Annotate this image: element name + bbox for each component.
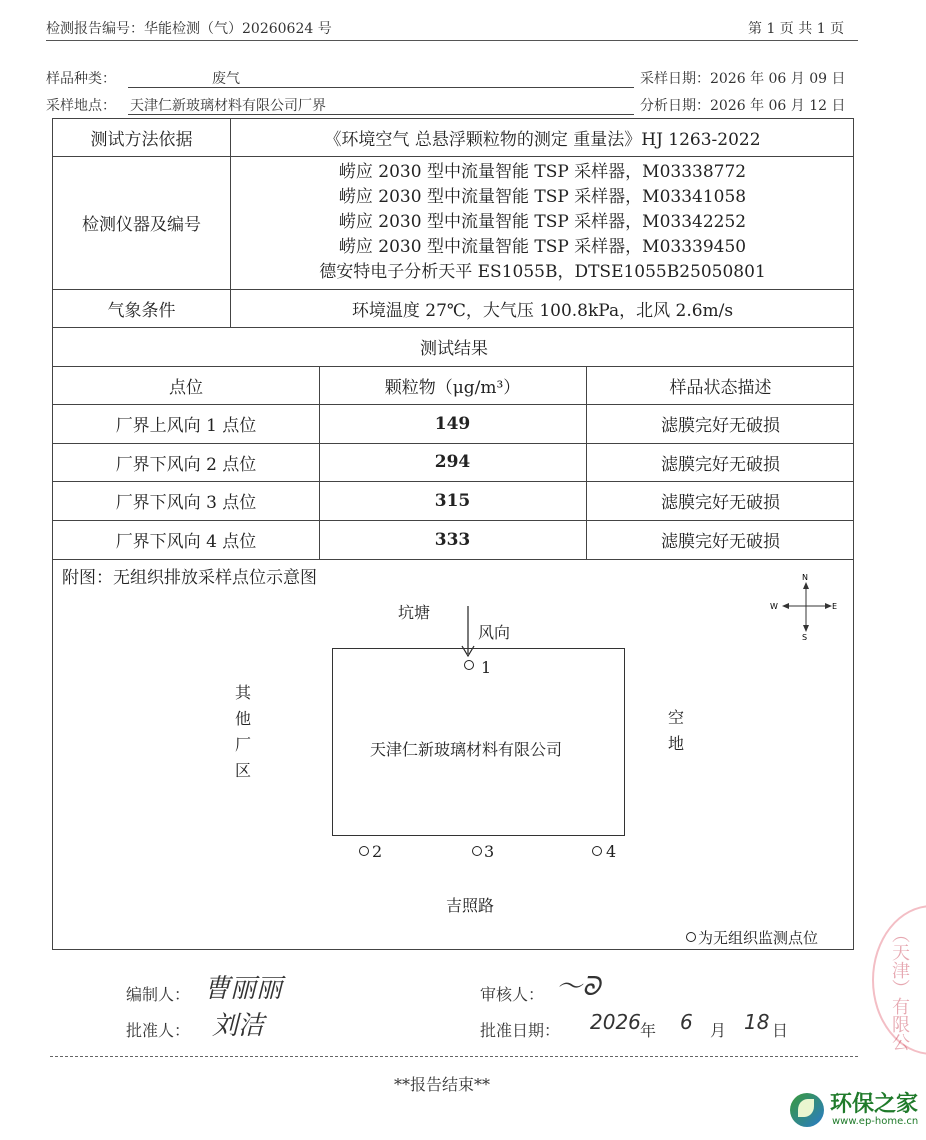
compass-s: S (802, 633, 808, 642)
compass-icon (770, 570, 842, 642)
point-label: 4 (606, 842, 617, 861)
footer-divider (50, 1056, 858, 1057)
method-value: 《环境空气 总悬浮颗粒物的测定 重量法》HJ 1263-2022 (324, 130, 761, 150)
instrument-item: 崂应 2030 型中流量智能 TSP 采样器，M03339450 (338, 237, 747, 257)
compass-n: N (802, 573, 808, 582)
results-title: 测试结果 (420, 339, 488, 359)
sampling-point-icon (472, 846, 482, 856)
east-label-vacant-land: 空地 (667, 708, 684, 753)
table-row-point: 厂界上风向 1 点位 (115, 416, 257, 436)
table-row-value: 315 (434, 490, 471, 511)
legend-point-icon (686, 932, 696, 942)
location-underline (128, 114, 634, 115)
company-name: 天津仁新玻璃材料有限公司 (370, 740, 563, 759)
instrument-list (230, 156, 855, 289)
table-row-value: 149 (434, 413, 471, 434)
north-label-pond: 坑塘 (398, 603, 431, 622)
weather-label: 气象条件 (107, 300, 176, 321)
sampling-date: 采样日期：2026 年 06 月 09 日 (640, 71, 846, 87)
location-value: 天津仁新玻璃材料有限公司厂界 (130, 98, 326, 114)
approve-day: 18 (744, 1010, 770, 1034)
month-unit: 月 (710, 1021, 727, 1040)
instrument-item: 崂应 2030 型中流量智能 TSP 采样器，M03338772 (338, 162, 747, 182)
sampling-point-icon (359, 846, 369, 856)
analysis-date: 分析日期：2026 年 06 月 12 日 (640, 98, 846, 114)
approve-year: 2026 (590, 1010, 641, 1034)
method-label: 测试方法依据 (90, 130, 193, 150)
sample-type-label: 样品种类： (46, 71, 116, 87)
approver-label: 批准人： (126, 1021, 191, 1040)
column-header-status: 样品状态描述 (669, 377, 772, 398)
table-row-status: 滤膜完好无破损 (661, 532, 780, 552)
day-unit: 日 (772, 1021, 789, 1040)
header-divider (46, 40, 858, 41)
weather-value: 环境温度 27℃，大气压 100.8kPa，北风 2.6m/s (351, 300, 734, 321)
column-header-particulate: 颗粒物（μg/m³） (384, 377, 521, 398)
table-row-status: 滤膜完好无破损 (661, 416, 780, 436)
sampling-point-icon (464, 660, 474, 670)
instrument-item: 德安特电子分析天平 ES1055B，DTSE1055B25050801 (319, 262, 766, 282)
compass-w: W (770, 602, 778, 611)
wind-direction-label: 风向 (478, 623, 511, 642)
location-label: 采样地点： (46, 98, 116, 114)
table-row-point: 厂界下风向 2 点位 (115, 454, 257, 475)
table-row-point: 厂界下风向 3 点位 (115, 493, 257, 513)
point-label: 2 (372, 842, 383, 861)
watermark-name: 环保之家 (830, 1091, 919, 1117)
south-label-road: 吉照路 (446, 896, 495, 915)
leaf-logo-icon (790, 1093, 824, 1127)
legend-text: 为无组织监测点位 (698, 929, 819, 947)
editor-label: 编制人： (126, 985, 191, 1004)
approver-signature: 刘洁 (212, 1011, 265, 1041)
column-header-point: 点位 (169, 377, 203, 398)
reviewer-label: 审核人： (480, 985, 545, 1004)
point-label: 3 (484, 842, 495, 861)
table-row-point: 厂界下风向 4 点位 (115, 532, 257, 552)
approve-date-label: 批准日期： (480, 1021, 561, 1040)
year-unit: 年 (640, 1021, 657, 1040)
point-label: 1 (481, 658, 492, 677)
west-label-other-factory: 其他厂区 (234, 683, 251, 780)
instrument-item: 崂应 2030 型中流量智能 TSP 采样器，M03342252 (338, 212, 747, 232)
report-end: **报告结束** (394, 1075, 491, 1094)
compass-e: E (832, 602, 838, 611)
instrument-item: 崂应 2030 型中流量智能 TSP 采样器，M03341058 (338, 187, 747, 207)
editor-signature: 曹丽丽 (204, 974, 283, 1004)
table-row-status: 滤膜完好无破损 (661, 454, 780, 475)
table-row-status: 滤膜完好无破损 (661, 493, 780, 513)
sampling-point-icon (592, 846, 602, 856)
reviewer-signature: ～ᘐ (556, 972, 601, 1002)
diagram-title: 附图：无组织排放采样点位示意图 (62, 568, 317, 588)
sample-type-underline (128, 87, 634, 88)
sample-type-value: 废气 (212, 71, 240, 87)
table-row-value: 294 (434, 452, 471, 472)
watermark-logo (790, 1093, 918, 1127)
watermark-url: www.ep-home.cn (832, 1115, 919, 1127)
approve-month: 6 (680, 1010, 693, 1034)
report-number: 检测报告编号：华能检测（气）20260624 号 (46, 21, 332, 37)
instrument-label: 检测仪器及编号 (82, 215, 201, 235)
stamp-text: （天津）有限公 (889, 925, 910, 1051)
page-info: 第 1 页 共 1 页 (748, 21, 845, 37)
table-row-value: 333 (434, 529, 471, 550)
